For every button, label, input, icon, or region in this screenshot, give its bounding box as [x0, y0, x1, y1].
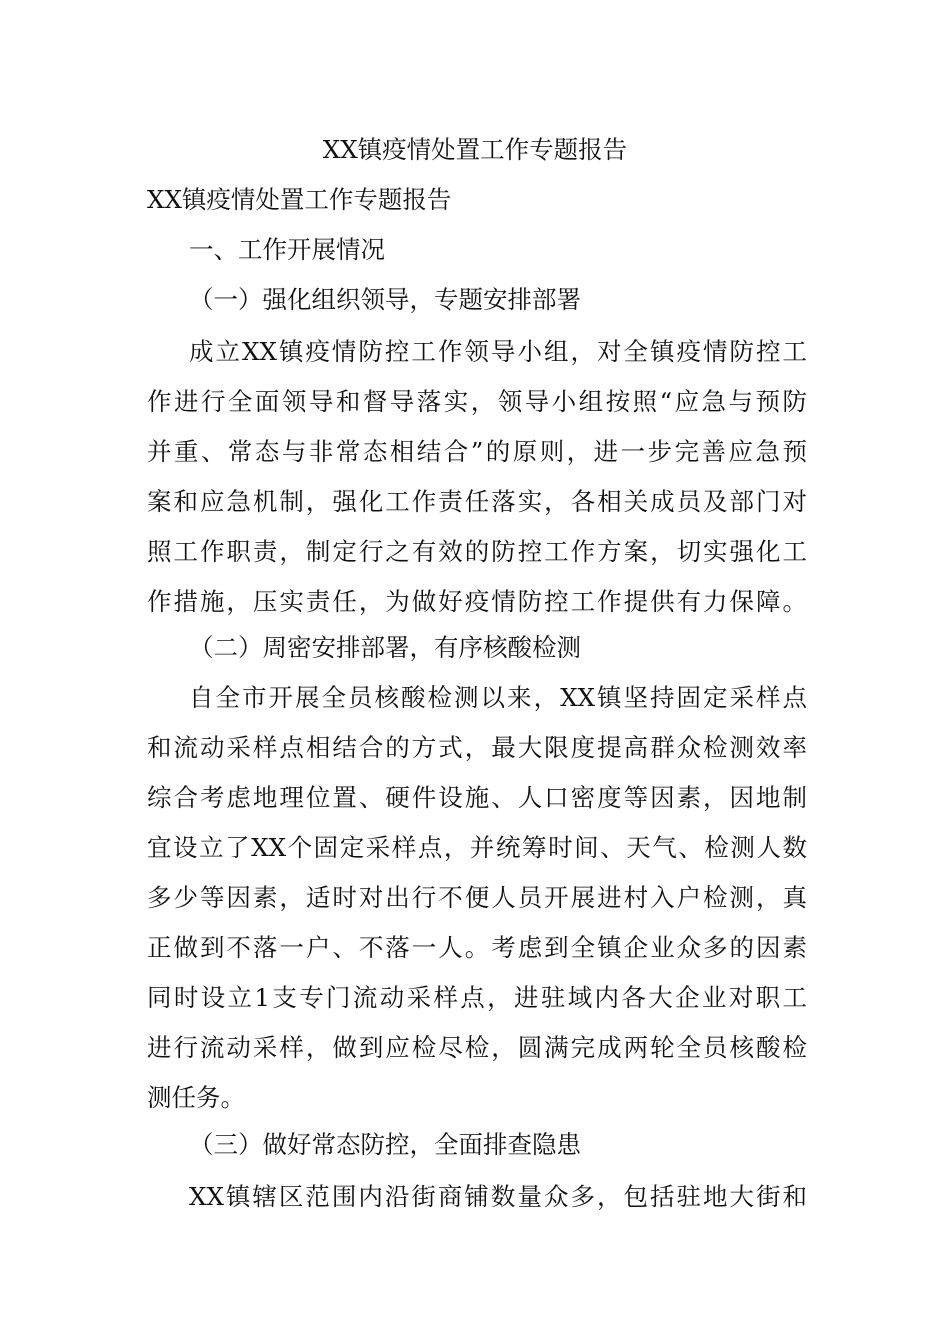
heading-work-progress: 一、工作开展情况 [189, 235, 385, 264]
section-2-heading: （二）周密安排部署，有序核酸检测 [189, 633, 581, 662]
section-1-paragraph-line: 并重、常态与非常态相结合”的原则，进一步完善应急预 [147, 437, 807, 466]
section-1-paragraph-line: 作措施，压实责任，为做好疫情防控工作提供有力保障。 [147, 587, 807, 616]
section-2-paragraph-line: 综合考虑地理位置、硬件设施、人口密度等因素，因地制 [147, 783, 807, 812]
section-1-paragraph-line: 作进行全面领导和督导落实，领导小组按照“应急与预防 [147, 387, 807, 416]
section-2-paragraph-line: 宜设立了XX个固定采样点，并统筹时间、天气、检测人数 [147, 833, 807, 862]
section-3-heading: （三）做好常态防控，全面排查隐患 [189, 1130, 581, 1159]
section-2-paragraph-line: 自全市开展全员核酸检测以来，XX镇坚持固定采样点 [189, 683, 807, 712]
section-2-paragraph-line: 多少等因素，适时对出行不便人员开展进村入户检测，真 [147, 883, 807, 912]
section-2-paragraph-line: 和流动采样点相结合的方式，最大限度提高群众检测效率 [147, 733, 807, 762]
document-subtitle: XX镇疫情处置工作专题报告 [147, 185, 452, 214]
section-1-heading: （一）强化组织领导，专题安排部署 [189, 285, 581, 314]
section-1-paragraph-line: 案和应急机制，强化工作责任落实，各相关成员及部门对 [147, 487, 807, 516]
section-1-paragraph-line: 照工作职责，制定行之有效的防控工作方案，切实强化工 [147, 537, 807, 566]
section-2-paragraph-line: 同时设立1支专门流动采样点，进驻域内各大企业对职工 [147, 983, 807, 1012]
section-2-paragraph-line: 进行流动采样，做到应检尽检，圆满完成两轮全员核酸检 [147, 1033, 807, 1062]
section-3-paragraph-line: XX镇辖区范围内沿街商铺数量众多，包括驻地大街和 [189, 1182, 807, 1211]
document-title: XX镇疫情处置工作专题报告 [322, 135, 628, 164]
section-2-paragraph-line: 正做到不落一户、不落一人。考虑到全镇企业众多的因素 [147, 933, 807, 962]
section-1-paragraph-line: 成立XX镇疫情防控工作领导小组，对全镇疫情防控工 [189, 337, 807, 366]
section-2-paragraph-line: 测任务。 [147, 1083, 245, 1112]
